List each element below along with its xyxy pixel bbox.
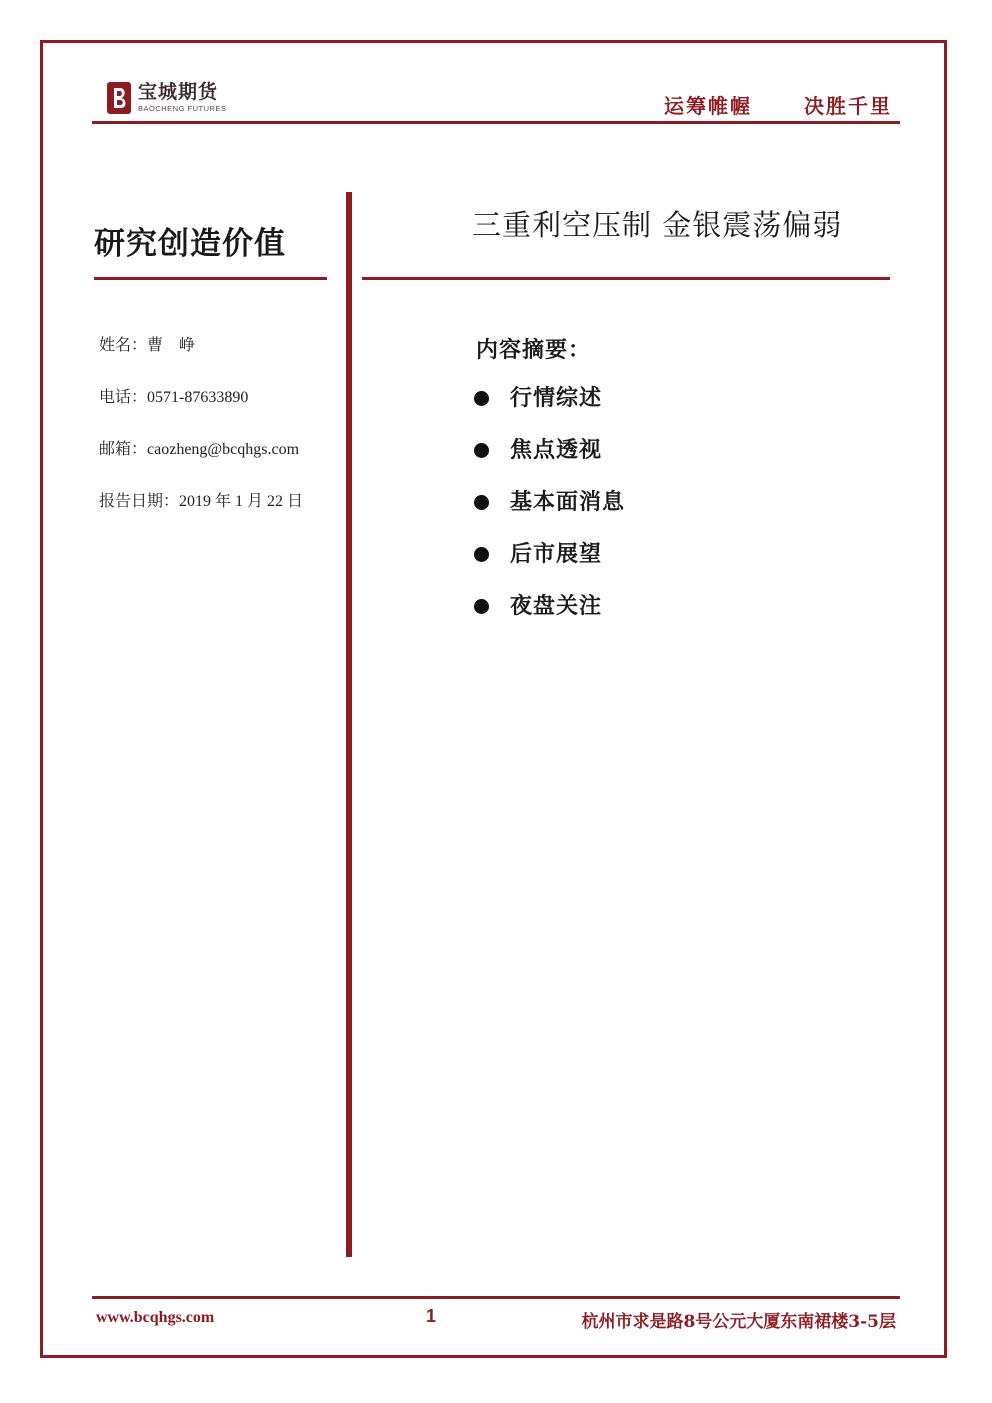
info-row-name — [99, 332, 303, 384]
header-divider — [92, 121, 900, 124]
company-logo — [106, 78, 226, 118]
list-item — [474, 591, 625, 643]
page-number: 1 — [426, 1306, 437, 1326]
column-divider — [346, 192, 352, 1257]
list-item — [474, 435, 625, 487]
footer-website-link[interactable]: www.bcqhgs.com — [96, 1309, 215, 1326]
list-item — [474, 487, 625, 539]
report-title: 三重利空压制 金银震荡偏弱 — [472, 208, 843, 242]
info-value: 曹 峥 — [147, 337, 196, 354]
list-item — [474, 539, 625, 591]
info-row-phone — [99, 384, 303, 436]
title-divider — [362, 277, 890, 280]
slogan-right: 决胜千里 — [804, 94, 892, 118]
summary-item-label: 夜盘关注 — [510, 593, 603, 619]
summary-list — [474, 383, 625, 643]
info-value: caozheng@bcqhgs.com — [147, 441, 300, 458]
bullet-icon — [474, 599, 489, 614]
sidebar-heading: 研究创造价值 — [94, 226, 286, 262]
info-value: 0571-87633890 — [147, 389, 249, 406]
baocheng-logo-icon — [106, 81, 132, 115]
info-row-date — [99, 488, 303, 540]
list-item — [474, 383, 625, 435]
header-slogan — [664, 90, 892, 119]
summary-item-label: 基本面消息 — [510, 489, 626, 515]
logo-chinese-name: 宝城期货 — [138, 81, 219, 104]
footer-address: 杭州市求是路8号公元大厦东南裙楼3-5层 — [581, 1312, 896, 1332]
info-label: 电话： — [99, 389, 148, 406]
bullet-icon — [474, 391, 489, 406]
logo-wordmark — [138, 83, 226, 113]
summary-item-label: 后市展望 — [510, 541, 603, 567]
info-label: 报告日期： — [99, 493, 180, 510]
slogan-left: 运筹帷幄 — [664, 94, 752, 118]
summary-item-label: 行情综述 — [510, 385, 603, 411]
sidebar-divider — [94, 277, 327, 280]
footer-divider — [92, 1296, 900, 1299]
bullet-icon — [474, 495, 489, 510]
logo-english-name: BAOCHENG FUTURES — [138, 104, 227, 114]
summary-item-label: 焦点透视 — [510, 437, 603, 463]
info-label: 邮箱： — [99, 441, 148, 458]
info-label: 姓名： — [99, 337, 148, 354]
info-value: 2019 年 1 月 22 日 — [179, 493, 304, 510]
author-info — [99, 332, 303, 540]
bullet-icon — [474, 547, 489, 562]
bullet-icon — [474, 443, 489, 458]
info-row-email — [99, 436, 303, 488]
summary-heading: 内容摘要： — [476, 337, 592, 363]
